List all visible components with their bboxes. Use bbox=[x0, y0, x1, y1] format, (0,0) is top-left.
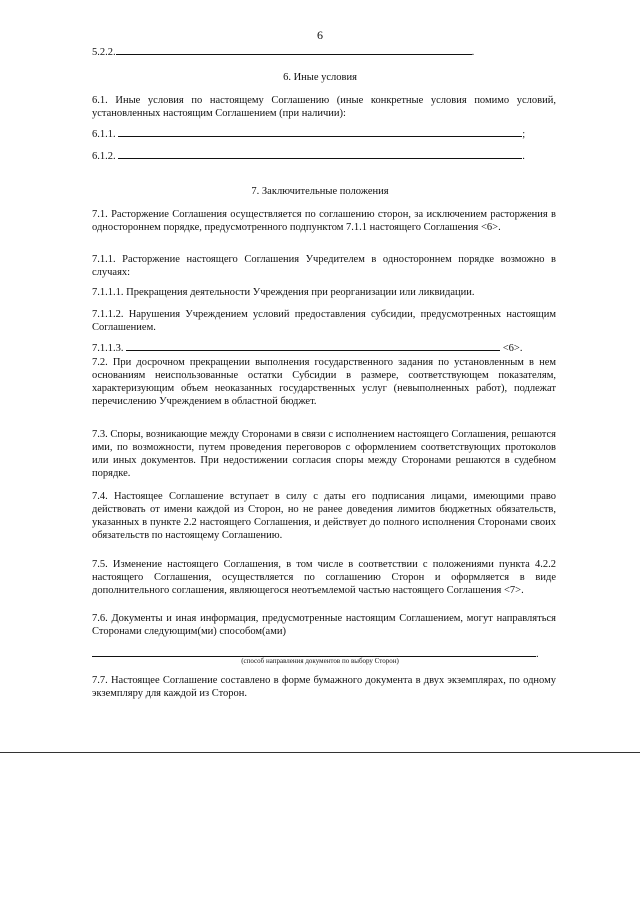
item-5-2-2 bbox=[92, 44, 474, 59]
item-6-1-1-label: 6.1.1. bbox=[92, 129, 116, 140]
item-7-1-1-3 bbox=[92, 340, 522, 355]
item-5-2-2-blank bbox=[116, 44, 472, 55]
item-6-1-2-end: . bbox=[522, 151, 525, 162]
paragraph-7-1-1-1: 7.1.1.1. Прекращения деятельности Учреждения при реорганизации или ликвидации. bbox=[92, 287, 475, 298]
item-5-2-2-label: 5.2.2. bbox=[92, 47, 116, 58]
item-7-1-1-3-end: <6>. bbox=[502, 343, 523, 354]
section-7-heading: 7. Заключительные положения bbox=[251, 186, 389, 197]
item-6-1-2-blank bbox=[118, 148, 522, 159]
item-5-2-2-end: . bbox=[471, 47, 475, 58]
paragraph-7-1-1-2: 7.1.1.2. Нарушения Учреждением условий предоставления субсидии, предусмотренных настоящим Соглашением. bbox=[92, 309, 556, 333]
page-bottom-rule bbox=[0, 752, 640, 753]
caption-7-6: (способ направления документов по выбору Сторон) bbox=[241, 657, 399, 665]
paragraph-7-5: 7.5. Изменение настоящего Соглашения, в том числе в соответствии с положениями пункта 4.2.2 настоящего Соглашения, осуществляется по соглашению Сторон и оформляется в виде дополнительного соглашения, являющегося неотъемлемой частью настоящего Соглашения <7>. bbox=[92, 559, 556, 596]
item-7-1-1-3-blank bbox=[126, 340, 500, 351]
item-7-6-blank bbox=[92, 646, 536, 657]
item-6-1-2 bbox=[92, 148, 525, 163]
item-6-1-1-end: ; bbox=[522, 129, 526, 140]
paragraph-7-6: 7.6. Документы и иная информация, предусмотренные настоящим Соглашением, могут направляться Сторонами следующим(ми) способом(ами) bbox=[92, 613, 556, 637]
paragraph-7-2: 7.2. При досрочном прекращении выполнения государственного задания по установленным в нем основаниям неиспользованные остатки Субсидии в размере, соответствующем показателям, характеризующим объем неоказанных государственных услуг (невыполненных работ), подлежат перечислению Учреждением в областной бюджет. bbox=[92, 357, 556, 407]
paragraph-7-1: 7.1. Расторжение Соглашения осуществляется по соглашению сторон, за исключением расторжения в одностороннем порядке, предусмотренного подпунктом 7.1.1 настоящего Соглашения <6>. bbox=[92, 209, 556, 233]
section-6-heading: 6. Иные условия bbox=[283, 72, 357, 83]
item-6-1-1 bbox=[92, 126, 525, 141]
page-number: 6 bbox=[317, 28, 323, 42]
paragraph-7-4: 7.4. Настоящее Соглашение вступает в силу с даты его подписания лицами, имеющими право действовать от имени каждой из Сторон, но не ранее доведения лимитов бюджетных обязательств, указанных в пункте 2.2 настоящего Соглашения, и действует до полного исполнения Сторонами своих обязательств по настоящему Соглашению. bbox=[92, 491, 556, 541]
paragraph-6-1: 6.1. Иные условия по настоящему Соглашению (иные конкретные условия помимо условий, установленных настоящим Соглашением (при наличии): bbox=[92, 95, 556, 119]
paragraph-7-3: 7.3. Споры, возникающие между Сторонами в связи с исполнением настоящего Соглашения, решаются ими, по возможности, путем проведения переговоров с оформлением соответствующих протоколов или иных документов. При недостижении согласия споры между Сторонами решаются в судебном порядке. bbox=[92, 429, 556, 479]
item-6-1-1-blank bbox=[118, 126, 522, 137]
item-7-1-1-3-label: 7.1.1.3. bbox=[92, 343, 124, 354]
item-6-1-2-label: 6.1.2. bbox=[92, 151, 116, 162]
paragraph-7-7: 7.7. Настоящее Соглашение составлено в форме бумажного документа в двух экземплярах, по одному экземпляру для каждой из Сторон. bbox=[92, 675, 556, 699]
paragraph-7-1-1: 7.1.1. Расторжение настоящего Соглашения Учредителем в одностороннем порядке возможно в случаях: bbox=[92, 254, 556, 278]
item-7-6-end: . bbox=[536, 649, 539, 660]
